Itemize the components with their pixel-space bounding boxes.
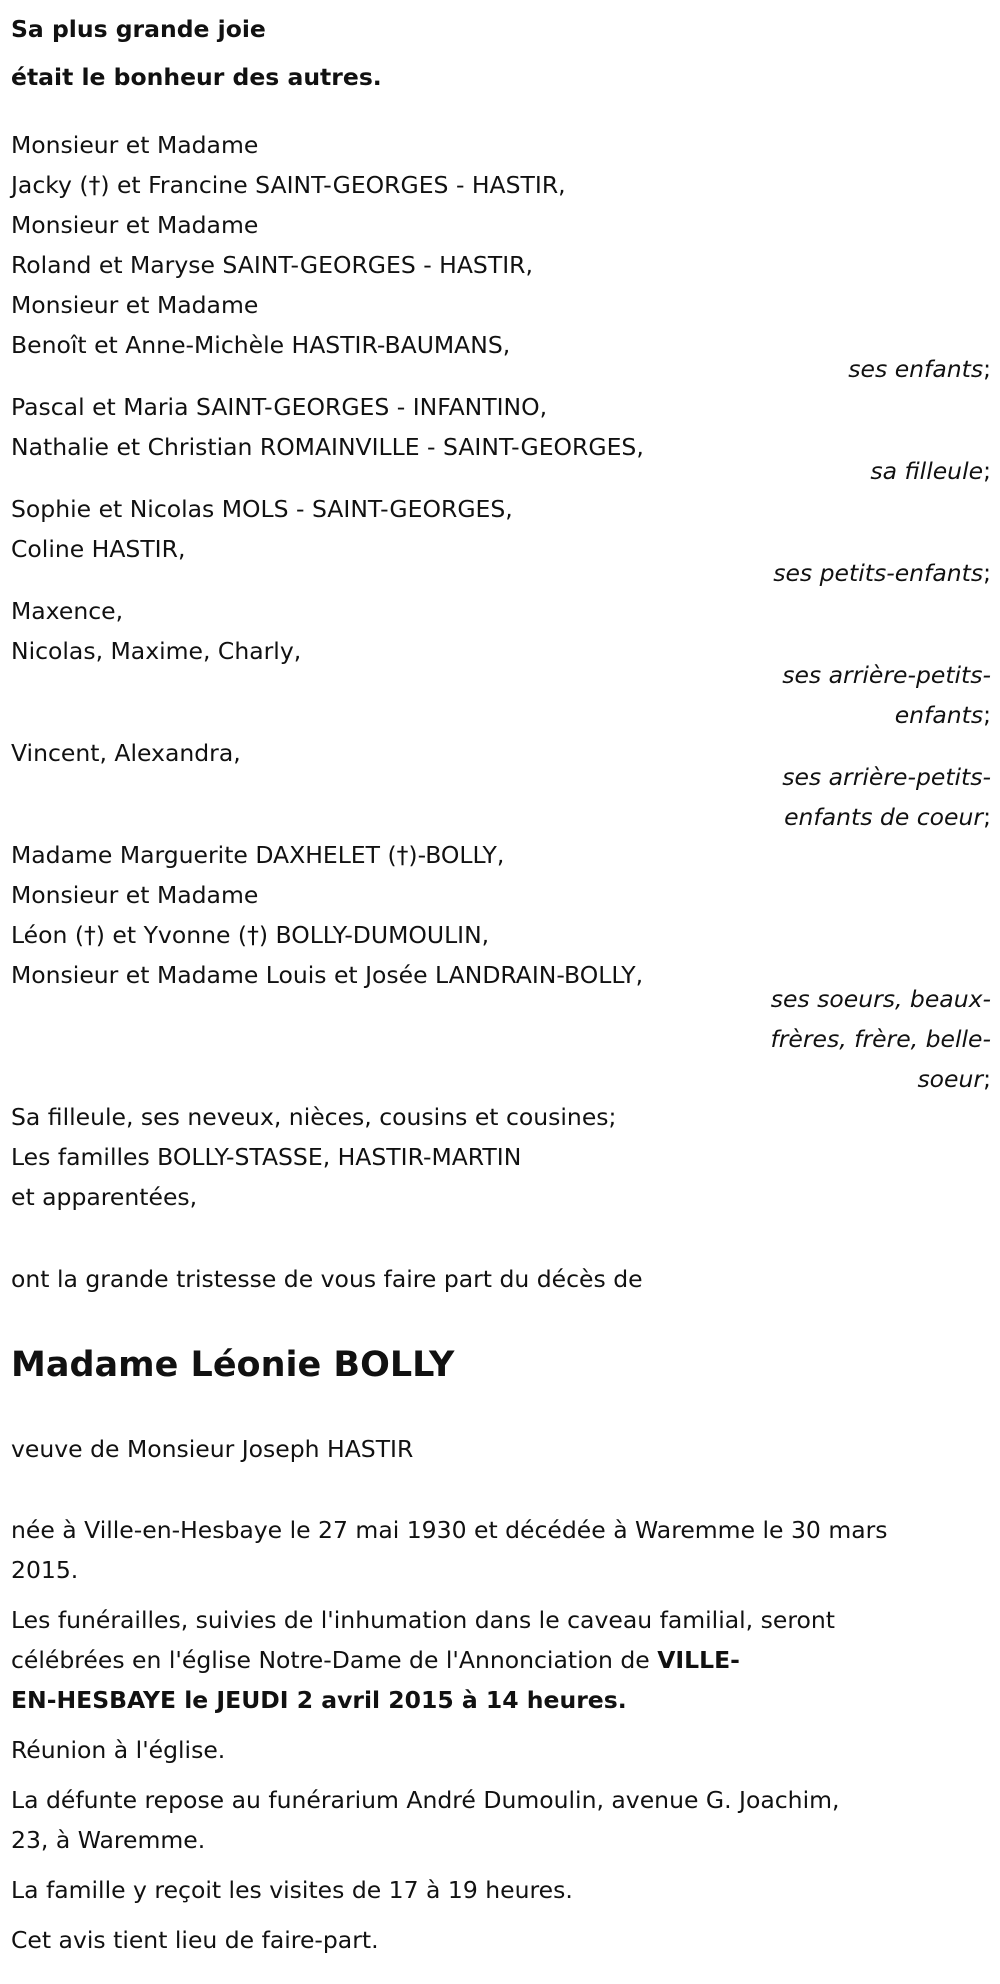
- funeral-date-bold: EN-HESBAYE le JEUDI 2 avril 2015 à 14 heures.: [11, 1686, 627, 1714]
- relation-text: ses soeurs, beaux-: [770, 985, 991, 1013]
- relation-text: enfants: [894, 701, 984, 729]
- family-line: Sophie et Nicolas MOLS - SAINT-GEORGES,: [11, 495, 513, 523]
- relation-text: ses arrière-petits-: [782, 661, 991, 689]
- family-line: Monsieur et Madame: [11, 131, 259, 159]
- family-line: Coline HASTIR,: [11, 535, 186, 563]
- relation-text: ses arrière-petits-: [782, 763, 991, 791]
- family-line: et apparentées,: [11, 1183, 198, 1211]
- relation-punctuation: ;: [983, 803, 991, 831]
- spacer: [11, 101, 990, 125]
- family-line: Nicolas, Maxime, Charly,: [11, 637, 302, 665]
- funeral-info: [11, 1600, 990, 1720]
- deceased-name: Madame Léonie BOLLY: [11, 1345, 455, 1385]
- epigraph-line: Sa plus grande joie: [11, 15, 266, 43]
- family-line: Léon (†) et Yvonne (†) BOLLY-DUMOULIN,: [11, 921, 490, 949]
- text-line: La défunte repose au funérarium André Dumoulin, avenue G. Joachim,: [11, 1786, 840, 1814]
- family-line: Vincent, Alexandra,: [11, 739, 241, 767]
- rest-place-info: [11, 1780, 990, 1860]
- family-line: Monsieur et Madame: [11, 881, 259, 909]
- notice-info: [11, 1920, 990, 1960]
- family-line: Les familles BOLLY-STASSE, HASTIR-MARTIN: [11, 1143, 522, 1171]
- funeral-location-bold: VILLE-: [657, 1646, 740, 1674]
- announcement-text: ont la grande tristesse de vous faire part du décès de: [11, 1265, 643, 1293]
- family-line: Sa filleule, ses neveux, nièces, cousins et cousines;: [11, 1103, 617, 1131]
- text-fragment: célébrées en l'église Notre-Dame de l'Annonciation de: [11, 1646, 658, 1674]
- visits-info: [11, 1870, 990, 1910]
- text-line: La famille y reçoit les visites de 17 à 19 heures.: [11, 1876, 573, 1904]
- relation-punctuation: ;: [983, 355, 991, 383]
- family-line: Monsieur et Madame: [11, 291, 259, 319]
- family-line: Maxence,: [11, 597, 124, 625]
- family-group-siblings: [11, 835, 990, 995]
- family-line: Jacky (†) et Francine SAINT-GEORGES - HASTIR,: [11, 171, 566, 199]
- family-line: Benoît et Anne-Michèle HASTIR-BAUMANS,: [11, 331, 511, 359]
- text-line: née à Ville-en-Hesbaye le 27 mai 1930 et décédée à Waremme le 30 mars: [11, 1516, 888, 1544]
- family-line: Pascal et Maria SAINT-GEORGES - INFANTINO,: [11, 393, 548, 421]
- text-line: 23, à Waremme.: [11, 1826, 206, 1854]
- family-line: Roland et Maryse SAINT-GEORGES - HASTIR,: [11, 251, 533, 279]
- text-line: Réunion à l'église.: [11, 1736, 226, 1764]
- funeral-details: [11, 1510, 990, 1960]
- relation-text: enfants de coeur: [784, 803, 984, 831]
- family-line: Nathalie et Christian ROMAINVILLE - SAINT-GEORGES,: [11, 433, 644, 461]
- family-line: Monsieur et Madame: [11, 211, 259, 239]
- epigraph-line: était le bonheur des autres.: [11, 63, 382, 91]
- relation-text: soeur: [917, 1065, 984, 1093]
- family-line: Monsieur et Madame Louis et Josée LANDRAIN-BOLLY,: [11, 961, 644, 989]
- family-line: Madame Marguerite DAXHELET (†)-BOLLY,: [11, 841, 505, 869]
- text-line: Cet avis tient lieu de faire-part.: [11, 1926, 379, 1954]
- relation-text: sa filleule: [870, 457, 984, 485]
- relation-punctuation: ;: [983, 559, 991, 587]
- relation-text: frères, frère, belle-: [770, 1025, 991, 1053]
- relation-punctuation: ;: [983, 701, 991, 729]
- birth-death-dates: [11, 1510, 990, 1590]
- relation-punctuation: ;: [983, 457, 991, 485]
- text-line: Les funérailles, suivies de l'inhumation dans le caveau familial, seront: [11, 1606, 835, 1634]
- extended-family: [11, 1097, 990, 1217]
- family-group-children: [11, 125, 990, 365]
- meeting-info: [11, 1730, 990, 1770]
- text-line: [11, 1640, 990, 1680]
- relation-text: ses enfants: [848, 355, 984, 383]
- epigraph: [11, 5, 990, 101]
- widow-of: veuve de Monsieur Joseph HASTIR: [11, 1435, 414, 1463]
- text-line: 2015.: [11, 1556, 79, 1584]
- relation-label: [11, 979, 991, 1099]
- relation-text: ses petits-enfants: [773, 559, 984, 587]
- relation-punctuation: ;: [983, 1065, 991, 1093]
